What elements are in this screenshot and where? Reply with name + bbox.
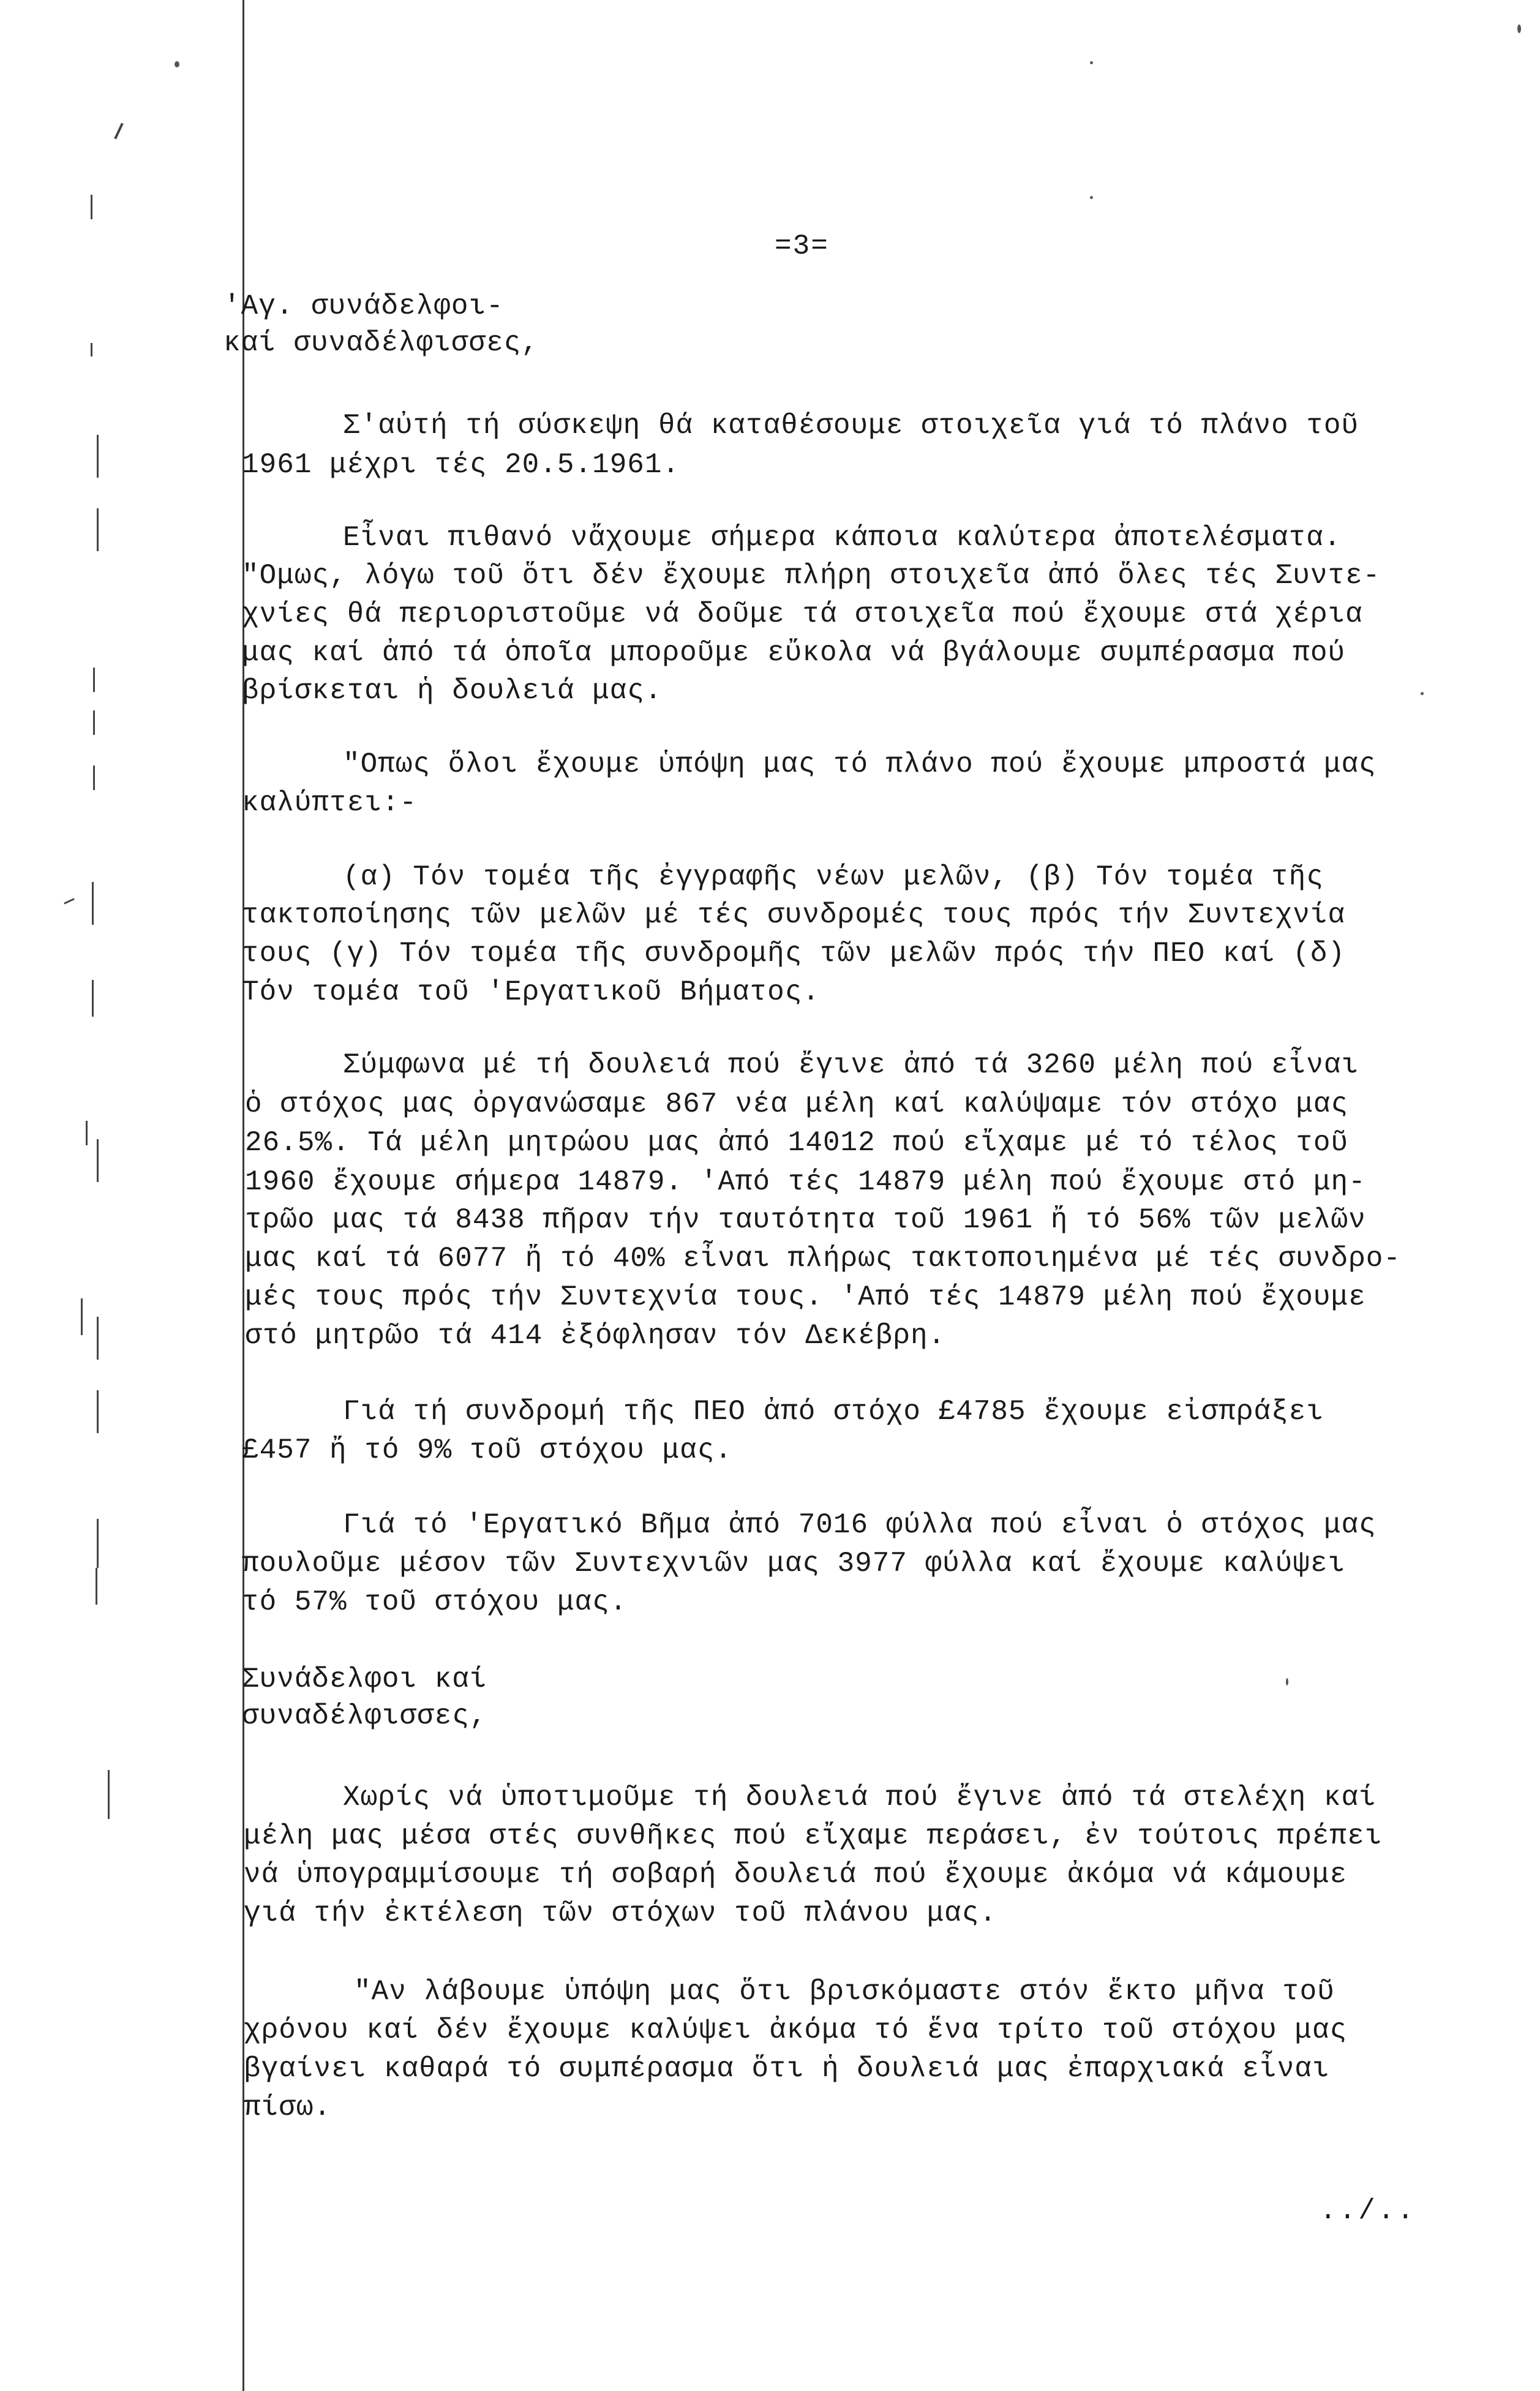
text-line: Γιά τό 'Εργατικό Βῆμα ἀπό 7016 φύλλα πού εἶναι ὁ στόχος μας: [343, 1509, 1377, 1541]
scan-mark: [97, 1519, 99, 1568]
text-line: 26.5%. Τά μέλη μητρώου μας ἀπό 14012 πού εἴχαμε μέ τό τέλος τοῦ: [245, 1127, 1349, 1159]
continuation-mark: ../..: [1320, 2195, 1417, 2227]
text-line: μές τους πρός τήν Συντεχνία τους. 'Από τές 14879 μέλη πού ἔχουμε: [245, 1281, 1366, 1313]
text-line: τό 57% τοῦ στόχου μας.: [242, 1586, 628, 1618]
text-line: τους (γ) Τόν τομέα τῆς συνδρομῆς τῶν μελῶν πρός τήν ΠΕΟ καί (δ): [242, 938, 1346, 970]
scan-mark: [97, 1390, 99, 1433]
scan-speck: [175, 61, 179, 67]
text-line: "Οπως ὅλοι ἔχουμε ὑπόψη μας τό πλάνο πού ἔχουμε μπροστά μας: [343, 748, 1377, 780]
text-line: Χωρίς νά ὑποτιμοῦμε τή δουλειά πού ἔγινε ἀπό τά στελέχη καί: [343, 1782, 1377, 1813]
scan-speck: [1517, 24, 1521, 33]
scan-mark: [92, 980, 94, 1017]
salutation-line: Συνάδελφοι καί: [242, 1663, 487, 1695]
scan-mark: [108, 1770, 110, 1819]
scan-mark: [93, 710, 95, 735]
scan-mark: [81, 1298, 83, 1335]
text-line: γιά τήν ἐκτέλεση τῶν στόχων τοῦ πλάνου μας.: [244, 1897, 997, 1929]
scan-speck: [1090, 61, 1093, 64]
text-line: £457 ἤ τό 9% τοῦ στόχου μας.: [242, 1434, 732, 1466]
text-line: πίσω.: [244, 2092, 332, 2123]
scan-mark: [114, 122, 123, 139]
scan-mark: [97, 1139, 99, 1182]
text-line: τακτοποίησης τῶν μελῶν μέ τές συνδρομές τους πρός τήν Συντεχνία: [242, 899, 1346, 931]
page-number: =3=: [775, 230, 829, 262]
text-line: νά ὑπογραμμίσουμε τή σοβαρή δουλειά πού ἔχουμε ἀκόμα νά κάμουμε: [244, 1859, 1348, 1891]
scan-mark: [91, 343, 92, 356]
text-line: Γιά τή συνδρομή τῆς ΠΕΟ ἀπό στόχο £4785 ἔχουμε εἰσπράξει: [343, 1396, 1324, 1428]
text-line: βγαίνει καθαρά τό συμπέρασμα ὅτι ἡ δουλειά μας ἐπαρχιακά εἶναι: [244, 2053, 1330, 2085]
text-line: Σύμφωνα μέ τή δουλειά πού ἔγινε ἀπό τά 3260 μέλη πού εἶναι: [343, 1049, 1359, 1081]
text-line: 1960 ἔχουμε σήμερα 14879. 'Από τές 14879 μέλη πού ἔχουμε στό μη-: [245, 1166, 1366, 1198]
scan-mark: [93, 668, 95, 692]
text-line: καλύπτει:-: [242, 787, 418, 819]
scan-mark: [93, 766, 95, 790]
scan-mark: [92, 882, 94, 925]
scan-speck: [1090, 196, 1093, 199]
scan-mark: [86, 1121, 88, 1145]
text-line: 1961 μέχρι τές 20.5.1961.: [242, 449, 680, 481]
text-line: ὁ στόχος μας ὀργανώσαμε 867 νέα μέλη καί καλύψαμε τόν στόχο μας: [245, 1088, 1349, 1120]
scan-mark: [64, 898, 75, 904]
salutation-line: συναδέλφισσες,: [242, 1700, 487, 1732]
scan-mark: [91, 195, 92, 219]
scan-speck: [1421, 692, 1424, 695]
salutation-line: καί συναδέλφισσες,: [223, 327, 539, 359]
text-line: Σ'αὐτή τή σύσκεψη θά καταθέσουμε στοιχεῖα γιά τό πλάνο τοῦ: [343, 410, 1359, 442]
text-line: μας καί ἀπό τά ὁποῖα μποροῦμε εὔκολα νά βγάλουμε συμπέρασμα πού: [242, 637, 1346, 669]
text-line: πουλοῦμε μέσον τῶν Συντεχνιῶν μας 3977 φύλλα καί ἔχουμε καλύψει: [242, 1548, 1346, 1580]
text-line: χνίες θά περιοριστοῦμε νά δοῦμε τά στοιχεῖα πού ἔχουμε στά χέρια: [242, 598, 1363, 630]
text-line: χρόνου καί δέν ἔχουμε καλύψει ἀκόμα τό ἕνα τρίτο τοῦ στόχου μας: [244, 2014, 1348, 2046]
scan-mark: [97, 435, 99, 478]
text-line: μας καί τά 6077 ἤ τό 40% εἶναι πλήρως τακτοποιημένα μέ τές συνδρο-: [245, 1243, 1401, 1275]
text-line: (α) Τόν τομέα τῆς ἐγγραφῆς νέων μελῶν, (β) Τόν τομέα τῆς: [343, 861, 1324, 893]
text-line: "Αν λάβουμε ὑπόψη μας ὅτι βρισκόμαστε στόν ἕκτο μῆνα τοῦ: [354, 1976, 1335, 2008]
text-line: στό μητρῶο τά 414 ἐξόφλησαν τόν Δεκέβρη.: [245, 1320, 946, 1352]
text-line: Τόν τομέα τοῦ 'Εργατικοῦ Βήματος.: [242, 976, 820, 1008]
text-line: "Ομως, λόγω τοῦ ὅτι δέν ἔχουμε πλήρη στοιχεῖα ἀπό ὅλες τές Συντε-: [242, 560, 1381, 592]
text-line: μέλη μας μέσα στές συνθῆκες πού εἴχαμε περάσει, ἐν τούτοις πρέπει: [244, 1820, 1383, 1852]
scan-mark: [97, 508, 99, 551]
text-line: τρῶο μας τά 8438 πῆραν τήν ταυτότητα τοῦ 1961 ἤ τό 56% τῶν μελῶν: [245, 1204, 1366, 1236]
scan-mark: [97, 1317, 99, 1360]
scan-speck: [1286, 1678, 1288, 1685]
text-line: βρίσκεται ἡ δουλειά μας.: [242, 675, 663, 707]
text-line: Εἶναι πιθανό νἄχουμε σήμερα κάποια καλύτερα ἀποτελέσματα.: [343, 522, 1342, 554]
salutation-line: 'Αγ. συνάδελφοι-: [223, 290, 504, 322]
scan-mark: [96, 1568, 97, 1605]
